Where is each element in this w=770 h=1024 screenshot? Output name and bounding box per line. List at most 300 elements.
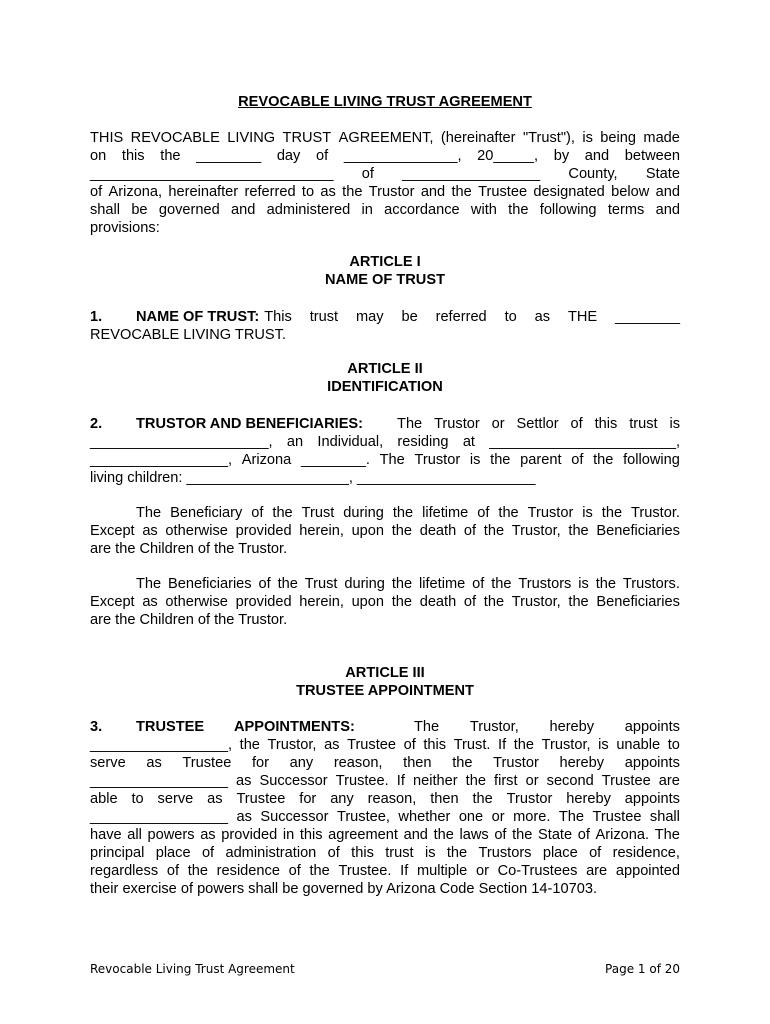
section-2-line-3 [90,451,680,469]
beneficiary-1-word: Trustor [527,505,574,521]
intro-word: the [451,184,472,200]
section-1-word: ________ [615,309,680,325]
section-3-word: Trustor [506,791,553,807]
section-3-word: place [542,845,578,861]
section-3-word: appoints [624,755,680,771]
section-3-word: Successor [260,809,329,825]
section-3-label-1: TRUSTEE [136,719,205,735]
section-3-word: Trustee [592,809,642,825]
section-3-word: multiple [416,863,468,879]
section-2-word: the [593,452,614,468]
section-3-word: Trustee [182,755,232,771]
intro-word: ______________________________ [90,166,334,182]
beneficiary-1-line [90,522,680,540]
section-3-word: all [127,827,142,843]
article-3-heading: ARTICLE III [345,665,425,681]
intro-word: hereinafter [168,184,239,200]
article-1-subheading: NAME OF TRUST [325,272,445,288]
section-2-word: Trustor [414,452,461,468]
section-3-line [90,808,680,826]
beneficiary-2-word: The [136,576,162,592]
intro-word: as [320,184,336,200]
section-3-number: 3. [90,719,103,735]
section-2-word: is [469,452,481,468]
section-2-word: ______________________, [90,434,273,450]
section-3-word: The [654,827,680,843]
section-3-word: for [299,791,317,807]
intro-word: to [301,184,315,200]
intro-word: THIS [90,130,124,146]
intro-word: shall [90,202,121,218]
section-2-word: Settlor [516,416,559,432]
section-3-word: If [396,773,405,789]
section-2-word: the [490,452,511,468]
section-3-line [90,862,680,880]
section-3-label-2: APPOINTMENTS: [234,719,355,735]
section-3-word: any [330,791,354,807]
intro-word: made [643,130,680,146]
section-3-word: have [90,827,122,843]
section-3-word: Trustor, [469,719,519,735]
section-3-word: unable [616,737,661,753]
beneficiary-1-word: Beneficiaries [596,523,680,539]
section-3-word: the [446,845,468,861]
footer-title: Revocable Living Trust Agreement [90,962,295,976]
section-1-line-2 [90,326,680,344]
section-3-word: hereby [549,719,595,735]
intro-word: and [420,184,446,200]
beneficiary-2-word: Trustors. [622,576,680,592]
section-2-word: Trustor [434,416,480,432]
section-3-word: this [423,737,447,753]
section-3-word: to [131,791,144,807]
beneficiary-2-word: of [463,594,477,610]
intro-word: _________________ [402,166,541,182]
section-2-word: this [594,416,618,432]
intro-word: below [611,184,650,200]
section-2-word: Arizona [241,452,292,468]
section-3-word: of [327,845,340,861]
intro-word: State [645,166,680,182]
intro-word: being [600,130,636,146]
section-2-number: 2. [90,416,103,432]
section-3-word: _________________, [90,737,233,753]
intro-word: and [655,202,680,218]
intro-word: day [276,148,301,164]
section-3-text [414,718,680,736]
section-3-line [90,844,680,862]
beneficiary-2-word: Trustor, [511,594,561,610]
section-2-word: of [570,416,583,432]
beneficiary-1-word: Trust [301,505,335,521]
intro-word: the [508,202,529,218]
section-3-word: reason, [333,755,383,771]
document-title: REVOCABLE LIVING TRUST AGREEMENT [238,94,532,110]
section-3-word: as [146,755,162,771]
beneficiary-1-word: is [582,505,593,521]
section-3-word: the [452,755,473,771]
section-3-word: of [577,827,590,843]
beneficiary-1-word: herein, [299,523,344,539]
footer-page-number: Page 1 of 20 [605,962,680,976]
section-3-word: Trustee [601,773,651,789]
section-3-line [90,772,680,790]
section-2-word: residing [397,434,449,450]
section-2-word: _________________, [90,452,233,468]
section-3-word: or [525,773,539,789]
intro-word: County, [568,166,618,182]
section-2-word: or [491,416,505,432]
beneficiary-2-word: as [142,594,158,610]
intro-word: between [624,148,680,164]
section-3-word: The [558,809,585,825]
beneficiary-1-word: the [391,523,413,539]
intro-word: this [121,148,145,164]
beneficiary-1-word: otherwise [165,523,228,539]
beneficiary-1-word: Trustor. [631,505,680,521]
beneficiary-2-word: Beneficiaries [596,594,680,610]
beneficiary-1-word: of [477,505,490,521]
section-1-word: referred [435,309,487,325]
intro-line [90,219,680,237]
beneficiary-2-word: lifetime [419,576,466,592]
section-3-word: then [430,791,459,807]
section-3-word: neither [412,773,458,789]
intro-word: of [361,166,374,182]
section-3-word: laws [459,827,489,843]
intro-word: REVOCABLE [130,130,220,146]
section-3-word: second [546,773,594,789]
section-3-word: principal [90,845,145,861]
section-3-word: or [491,809,505,825]
beneficiary-1-word: the [498,505,519,521]
section-3-word: their exercise of powers shall be governed by Arizona Code Section 14-10703. [90,881,598,897]
intro-word: provisions: [90,220,160,236]
intro-word: terms [607,202,645,218]
section-3-word: first [494,773,518,789]
beneficiary-2-word: the [391,576,413,592]
beneficiary-2-word: otherwise [165,594,228,610]
section-3-word: administration [225,845,317,861]
section-1-word: trust [309,309,339,325]
intro-word: (hereinafter [440,130,516,146]
section-3-word: as [324,737,340,753]
section-3-word: of [403,737,416,753]
beneficiary-2-line [90,611,680,629]
beneficiary-1-word: Except [90,523,135,539]
intro-word: TRUST [282,130,332,146]
beneficiary-1-word: the [272,505,293,521]
intro-word: Trustor [368,184,415,200]
section-3-word: for [251,755,269,771]
intro-word: the [342,184,363,200]
intro-word: accordance [384,202,460,218]
section-3-word: the [187,863,208,879]
section-2-word: at [462,434,475,450]
section-2-line-4 [90,469,680,487]
intro-word: be [131,202,148,218]
section-3-word: appoints [624,791,680,807]
beneficiary-1-word: are the Children of the Trustor. [90,541,288,557]
intro-word: in [361,202,373,218]
section-3-word: as [200,827,216,843]
beneficiary-1-word: of [463,523,477,539]
beneficiary-1-word: during [343,505,384,521]
section-1-text [264,308,680,326]
section-3-word: agreement [328,827,398,843]
beneficiary-2-word: the [483,594,505,610]
section-2-word: Individual, [317,434,384,450]
section-2-line-2 [90,433,680,451]
section-3-word: is [598,737,609,753]
section-3-word: more. [513,809,551,825]
beneficiary-2-word: of [472,576,485,592]
section-3-word: Trust. [453,737,491,753]
section-3-word: are [658,773,680,789]
intro-word: with [470,202,497,218]
beneficiary-1-line [136,504,680,522]
section-3-line [90,736,680,754]
beneficiary-2-word: death [419,594,457,610]
section-3-word: the [513,737,535,753]
section-3-word: appointed [615,863,680,879]
beneficiary-1-word: upon [351,523,385,539]
section-3-word: the [512,827,533,843]
beneficiary-1-word: death [419,523,457,539]
section-2-word: of [571,452,584,468]
intro-word: the [160,148,181,164]
section-3-word: whether [398,809,451,825]
beneficiary-2-line [90,593,680,611]
section-3-word: to [667,737,680,753]
section-1-word: to [504,309,517,325]
section-3-word: place [155,845,191,861]
beneficiary-2-word: Trust [304,576,338,592]
beneficiary-1-word: The [136,505,162,521]
section-3-word: one [458,809,484,825]
section-1-word: This [264,309,292,325]
section-3-word: Trustee. [338,863,392,879]
section-3-word: residence [216,863,280,879]
section-3-word: Arizona. [595,827,650,843]
section-3-word: Trustor, [267,737,317,753]
beneficiary-2-word: herein, [299,594,344,610]
section-3-word: Trustee. [335,773,389,789]
section-2-word: following [623,452,680,468]
intro-word: on [90,148,107,164]
article-2-subheading: IDENTIFICATION [327,379,443,395]
section-1-word: may [355,309,384,325]
section-3-word: of [589,845,602,861]
beneficiary-2-word: the [491,576,512,592]
section-3-word: the [472,791,493,807]
section-3-line [90,754,680,772]
section-3-word: this [351,845,374,861]
section-3-word: powers [147,827,195,843]
section-1-text-2: REVOCABLE LIVING TRUST. [90,327,286,343]
article-2-heading: ARTICLE II [347,361,423,377]
beneficiary-1-word: provided [235,523,292,539]
section-3-word: shall [649,809,680,825]
section-3-word: of [494,827,507,843]
section-2-label: TRUSTOR AND BENEFICIARIES: [136,416,364,432]
intro-line [90,165,680,183]
beneficiary-2-word: of [258,576,271,592]
section-3-word: residence, [612,845,680,861]
beneficiary-2-word: the [391,594,413,610]
section-2-word: The [379,452,405,468]
intro-word: and [231,202,256,218]
intro-word: governed [158,202,220,218]
section-3-word: serve [90,755,126,771]
section-3-word: trust [385,845,414,861]
section-3-word: then [403,755,432,771]
beneficiary-1-word: the [483,523,505,539]
intro-word: AGREEMENT, [338,130,434,146]
intro-word: following [539,202,597,218]
section-3-word: or [475,863,489,879]
section-2-word: trust [629,416,658,432]
intro-word: and [584,148,610,164]
beneficiary-2-word: Trustors [518,576,572,592]
section-3-word: the [465,773,486,789]
beneficiary-1-word: Beneficiary [170,505,243,521]
section-3-word: reason, [367,791,417,807]
intro-word: LIVING [227,130,276,146]
section-3-word: of [166,863,179,879]
intro-word: Trustee [478,184,528,200]
section-3-word: If [498,737,507,753]
section-3-word: in [282,827,295,843]
intro-line [90,183,680,201]
beneficiary-2-word: are the Children of the Trustor. [90,612,288,628]
intro-line [90,147,680,165]
section-1-word: be [401,309,418,325]
section-1-number: 1. [90,309,103,325]
beneficiary-2-word: provided [235,594,292,610]
section-3-word: Trustee, [336,809,390,825]
section-3-word: the [433,827,454,843]
section-2-text [397,415,680,433]
beneficiary-1-word: the [568,523,589,539]
section-3-word: the [239,737,260,753]
beneficiary-2-word: Beneficiaries [168,576,252,592]
article-1-heading: ARTICLE I [349,254,421,270]
section-2-word: an [286,434,304,450]
beneficiary-1-word: as [142,523,158,539]
beneficiary-1-word: lifetime [422,505,469,521]
section-2-word: _______________________, [489,434,680,450]
section-3-word: hereby [559,755,605,771]
section-3-word: Successor [259,773,328,789]
intro-word: by [553,148,570,164]
beneficiary-1-word: Trustor, [511,523,561,539]
beneficiary-2-word: upon [351,594,385,610]
article-3-subheading: TRUSTEE APPOINTMENT [296,683,474,699]
section-3-word: are [586,863,608,879]
intro-word: administered [266,202,351,218]
beneficiary-2-line [136,575,680,593]
beneficiary-1-line [90,540,680,558]
section-2-word: is [669,416,680,432]
intro-word: 20_____, [477,148,539,164]
section-1-label: NAME OF TRUST: [136,309,260,325]
section-2-word: ________. [300,452,370,468]
beneficiary-1-word: the [392,505,414,521]
section-3-word: as [207,791,223,807]
section-3-word: If [400,863,409,879]
beneficiary-1-word: the [601,505,623,521]
intro-word: "Trust"), [522,130,575,146]
section-1-word: THE [567,309,598,325]
intro-word: referred [244,184,296,200]
section-3-line [90,826,680,844]
section-3-word: is [424,845,436,861]
beneficiary-2-word: Except [90,594,135,610]
beneficiary-2-word: the [595,576,616,592]
intro-line [90,129,680,147]
beneficiary-2-word: the [568,594,589,610]
intro-line [90,201,680,219]
section-3-word: provided [221,827,278,843]
section-3-word: Trustee [236,791,286,807]
section-3-word: the [309,863,330,879]
section-2-word: parent [520,452,562,468]
beneficiary-1-word: of [251,505,264,521]
section-2-word: The [397,416,423,432]
section-3-word: any [289,755,314,771]
section-3-word: of [288,863,301,879]
intro-word: ______________, [343,148,462,164]
section-3-word: of [201,845,215,861]
section-2-text-4: living children: ____________________, ______________________ [90,470,536,486]
intro-word: of [90,184,103,200]
beneficiary-2-word: during [344,576,385,592]
section-3-line [90,880,680,898]
intro-word: and [655,184,680,200]
intro-word: ________ [196,148,262,164]
section-3-word: _________________ [90,809,228,825]
section-3-word: Co-Trustees [497,863,578,879]
section-3-word: hereby [566,791,611,807]
section-3-word: appoints [624,719,680,735]
section-3-word: this [299,827,323,843]
section-3-word: State [538,827,573,843]
intro-word: Arizona, [108,184,163,200]
section-3-line-1 [90,718,680,736]
section-3-word: Trustors [478,845,532,861]
intro-word: of [316,148,329,164]
section-3-word: The [414,719,440,735]
section-3-word: regardless [90,863,159,879]
section-3-word: Trustor, [541,737,591,753]
beneficiary-2-word: the [277,576,298,592]
section-3-word: able [90,791,118,807]
intro-word: designated [533,184,605,200]
section-3-word: Trustor [493,755,539,771]
section-3-word: as [236,809,252,825]
section-3-word: Trustee [347,737,397,753]
section-2-line-1 [90,415,680,433]
intro-word: is [582,130,593,146]
section-1-line-1 [90,308,680,326]
section-3-word: serve [157,791,194,807]
section-3-word: and [403,827,428,843]
section-3-word: as [236,773,252,789]
section-1-word: as [534,309,551,325]
section-3-word: _________________ [90,773,228,789]
beneficiary-2-word: is [578,576,589,592]
